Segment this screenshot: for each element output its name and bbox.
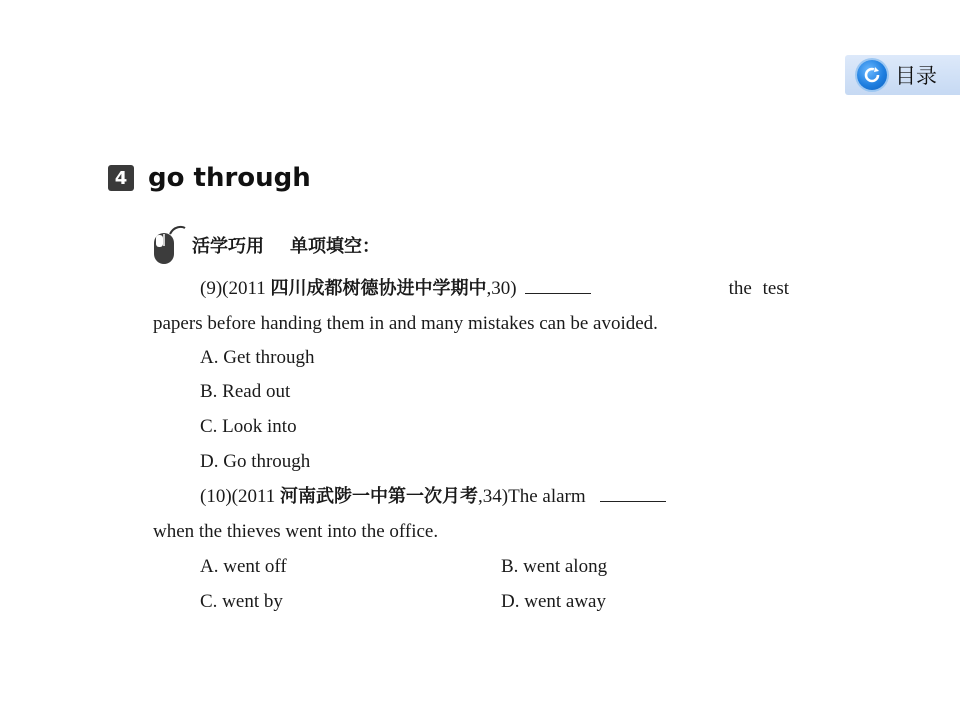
- q10-option-c[interactable]: C. went by: [200, 591, 283, 612]
- toc-label: 目录: [895, 64, 937, 88]
- q10-option-d[interactable]: D. went away: [501, 591, 606, 612]
- section-title: 活学巧用: [192, 236, 264, 257]
- q9-stem-line2: papers before handing them in and many mistakes can be avoided.: [153, 313, 658, 334]
- q10-source-cn: 河南武陟一中第一次月考: [280, 486, 479, 507]
- q9-option-d[interactable]: D. Go through: [200, 451, 311, 472]
- q10-stem-line2: when the thieves went into the office.: [153, 521, 439, 542]
- toc-button[interactable]: [845, 55, 960, 95]
- q10-option-a[interactable]: A. went off: [200, 556, 287, 577]
- section-subtitle: 单项填空：: [290, 236, 380, 257]
- mouse-icon: [152, 224, 186, 266]
- section-header: [152, 224, 380, 266]
- heading-number: 4: [108, 165, 134, 191]
- q9-blank[interactable]: [525, 277, 591, 294]
- q9-source-open: (2011: [222, 278, 266, 299]
- q9-source-cn: 四川成都树德协进中学期中: [270, 278, 487, 299]
- q10-number: (10): [200, 486, 232, 507]
- heading-title: go through: [148, 163, 311, 193]
- q9-stem-after: the test: [728, 278, 789, 299]
- q10-blank[interactable]: [600, 485, 666, 502]
- q9-line1: [153, 277, 789, 301]
- q10-source-open: (2011: [231, 486, 276, 507]
- q10-line1: [200, 485, 670, 509]
- heading: [108, 163, 311, 193]
- q10-option-b[interactable]: B. went along: [501, 556, 608, 577]
- q9-source-close: ,30): [486, 278, 517, 299]
- q10-source-close: ,34): [478, 486, 509, 507]
- refresh-icon: [857, 60, 887, 90]
- q9-option-b[interactable]: B. Read out: [200, 381, 291, 402]
- q9-option-c[interactable]: C. Look into: [200, 416, 297, 437]
- q9-number: (9): [200, 278, 223, 299]
- q10-stem-after: The alarm: [508, 486, 586, 507]
- q9-option-a[interactable]: A. Get through: [200, 347, 315, 368]
